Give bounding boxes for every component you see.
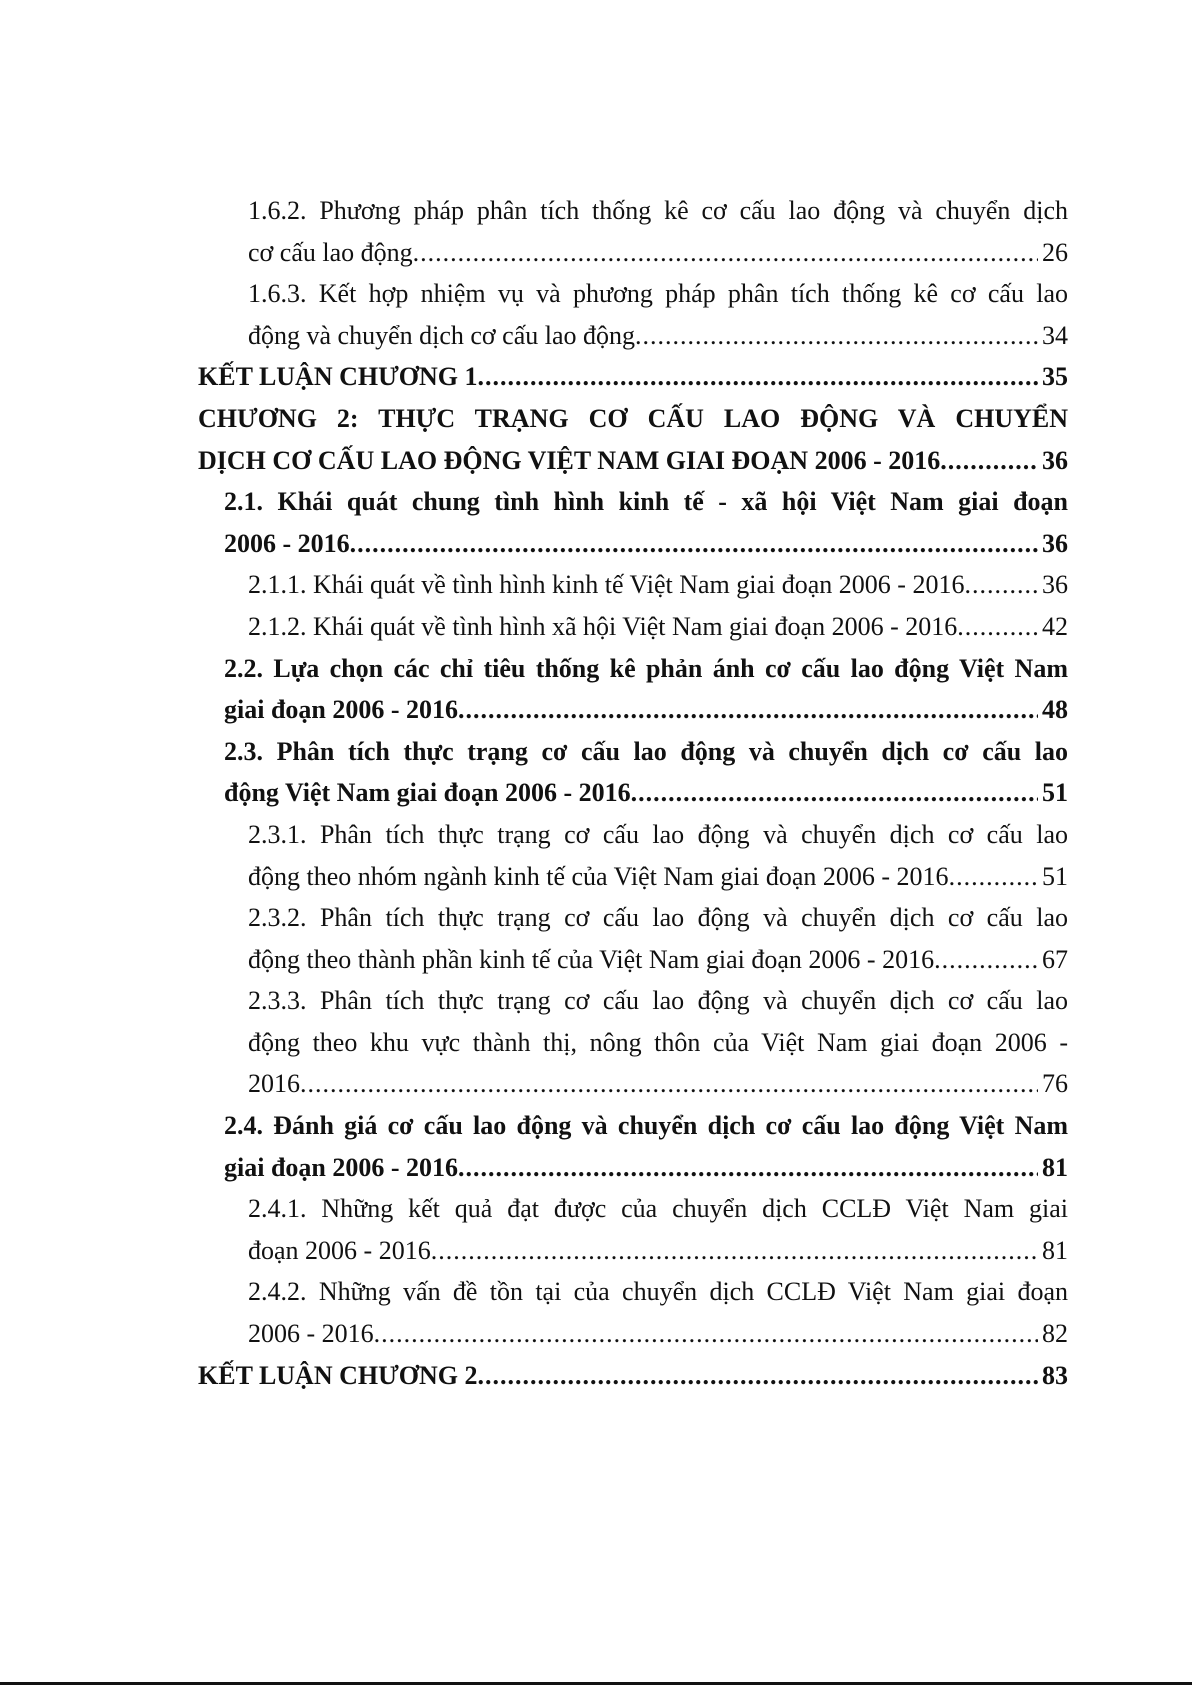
dot-leader xyxy=(431,1230,1038,1272)
dot-leader xyxy=(478,1355,1038,1397)
toc-entry-2-2-line2 xyxy=(224,689,1068,731)
toc-entry-text: giai đoạn 2006 - 2016 xyxy=(224,1152,459,1182)
page-number: 76 xyxy=(1042,1069,1068,1099)
toc-entry-text: KẾT LUẬN CHƯƠNG 2 xyxy=(198,1360,478,1390)
toc-entry-2-4-line2 xyxy=(224,1147,1068,1189)
toc-entry-2-3-1-line1: 2.3.1. Phân tích thực trạng cơ cấu lao động và chuyển dịch cơ cấu lao xyxy=(248,819,1068,849)
page-number: 34 xyxy=(1042,320,1068,350)
toc-entry-chapter-2-line1: CHƯƠNG 2: THỰC TRẠNG CƠ CẤU LAO ĐỘNG VÀ CHUYỂN xyxy=(198,403,1068,433)
toc-entry-text: 2006 - 2016 xyxy=(224,528,350,558)
toc-entry-2-3-3-line3 xyxy=(248,1063,1068,1105)
toc-entry-2-3-line1: 2.3. Phân tích thực trạng cơ cấu lao động và chuyển dịch cơ cấu lao xyxy=(224,736,1068,766)
toc-entry-chapter-2-line2 xyxy=(198,440,1068,482)
dot-leader xyxy=(964,564,1038,606)
dot-leader xyxy=(949,856,1038,898)
page-number: 48 xyxy=(1042,695,1068,725)
dot-leader xyxy=(300,1063,1038,1105)
toc-entry-1-6-2-line1: 1.6.2. Phương pháp phân tích thống kê cơ cấu lao động và chuyển dịch xyxy=(248,196,1068,225)
toc-entry-2-4-2-line1: 2.4.2. Những vấn đề tồn tại của chuyển dịch CCLĐ Việt Nam giai đoạn xyxy=(248,1277,1068,1307)
page-number: 36 xyxy=(1042,570,1068,600)
toc-entry-2-1-1 xyxy=(248,564,1068,606)
page-number: 36 xyxy=(1042,528,1068,558)
toc-entry-conclusion-chapter-2 xyxy=(198,1355,1068,1397)
dot-leader xyxy=(458,1147,1038,1189)
dot-leader xyxy=(413,232,1038,274)
toc-entry-text: 2016 xyxy=(248,1069,300,1099)
toc-entry-text: đoạn 2006 - 2016 xyxy=(248,1235,431,1265)
dot-leader xyxy=(957,606,1038,648)
toc-entry-2-4-2-line2 xyxy=(248,1313,1068,1355)
dot-leader xyxy=(631,772,1038,814)
toc-entry-conclusion-chapter-1 xyxy=(198,356,1068,398)
dot-leader xyxy=(374,1313,1038,1355)
toc-entry-1-6-3-line2 xyxy=(248,315,1068,357)
toc-entry-2-2-line1: 2.2. Lựa chọn các chỉ tiêu thống kê phản ánh cơ cấu lao động Việt Nam xyxy=(224,653,1068,683)
toc-entry-1-6-2-line2 xyxy=(248,232,1068,274)
dot-leader xyxy=(934,939,1038,981)
toc-entry-text: 2.1.2. Khái quát về tình hình xã hội Việt Nam giai đoạn 2006 - 2016 xyxy=(248,611,958,641)
toc-entry-text: KẾT LUẬN CHƯƠNG 1 xyxy=(198,362,478,392)
dot-leader xyxy=(940,440,1038,482)
toc-entry-2-3-2-line2 xyxy=(248,939,1068,981)
dot-leader xyxy=(350,523,1038,565)
dot-leader xyxy=(458,689,1038,731)
table-of-contents xyxy=(198,190,1068,1396)
toc-entry-text: 2006 - 2016 xyxy=(248,1319,374,1349)
toc-entry-2-1-line1: 2.1. Khái quát chung tình hình kinh tế - xã hội Việt Nam giai đoạn xyxy=(224,487,1068,517)
toc-entry-2-4-1-line2 xyxy=(248,1230,1068,1272)
toc-entry-text: động theo thành phần kinh tế của Việt Nam giai đoạn 2006 - 2016 xyxy=(248,944,935,974)
toc-entry-text: 2.1.1. Khái quát về tình hình kinh tế Việt Nam giai đoạn 2006 - 2016 xyxy=(248,570,965,600)
page-number: 82 xyxy=(1042,1319,1068,1349)
page-number: 26 xyxy=(1042,237,1068,267)
toc-entry-2-1-line2 xyxy=(224,523,1068,565)
toc-entry-2-3-3-line2: động theo khu vực thành thị, nông thôn của Việt Nam giai đoạn 2006 - xyxy=(248,1027,1068,1057)
toc-entry-2-3-3-line1: 2.3.3. Phân tích thực trạng cơ cấu lao động và chuyển dịch cơ cấu lao xyxy=(248,986,1068,1016)
toc-entry-text: động và chuyển dịch cơ cấu lao động xyxy=(248,320,636,350)
toc-entry-2-4-1-line1: 2.4.1. Những kết quả đạt được của chuyển dịch CCLĐ Việt Nam giai xyxy=(248,1194,1068,1224)
page-number: 83 xyxy=(1042,1360,1068,1390)
page-number: 67 xyxy=(1042,944,1068,974)
page-number: 35 xyxy=(1042,362,1068,392)
toc-entry-2-3-line2 xyxy=(224,772,1068,814)
page-number: 42 xyxy=(1042,611,1068,641)
toc-entry-text: động Việt Nam giai đoạn 2006 - 2016 xyxy=(224,778,631,808)
toc-entry-2-1-2 xyxy=(248,606,1068,648)
page-number: 36 xyxy=(1042,445,1068,475)
toc-entry-1-6-3-line1: 1.6.3. Kết hợp nhiệm vụ và phương pháp phân tích thống kê cơ cấu lao xyxy=(248,279,1068,309)
page-number: 51 xyxy=(1042,861,1068,891)
toc-entry-text: DỊCH CƠ CẤU LAO ĐỘNG VIỆT NAM GIAI ĐOẠN 2006 - 2016 xyxy=(198,445,941,475)
dot-leader xyxy=(478,356,1038,398)
toc-entry-text: giai đoạn 2006 - 2016 xyxy=(224,695,459,725)
toc-entry-2-4-line1: 2.4. Đánh giá cơ cấu lao động và chuyển dịch cơ cấu lao động Việt Nam xyxy=(224,1111,1068,1141)
page-number: 81 xyxy=(1042,1152,1068,1182)
toc-entry-2-3-2-line1: 2.3.2. Phân tích thực trạng cơ cấu lao động và chuyển dịch cơ cấu lao xyxy=(248,903,1068,933)
page-number: 81 xyxy=(1042,1235,1068,1265)
dot-leader xyxy=(635,315,1038,357)
page-number: 51 xyxy=(1042,778,1068,808)
toc-entry-2-3-1-line2 xyxy=(248,856,1068,898)
toc-entry-text: động theo nhóm ngành kinh tế của Việt Nam giai đoạn 2006 - 2016 xyxy=(248,861,949,891)
toc-entry-text: cơ cấu lao động xyxy=(248,237,413,267)
